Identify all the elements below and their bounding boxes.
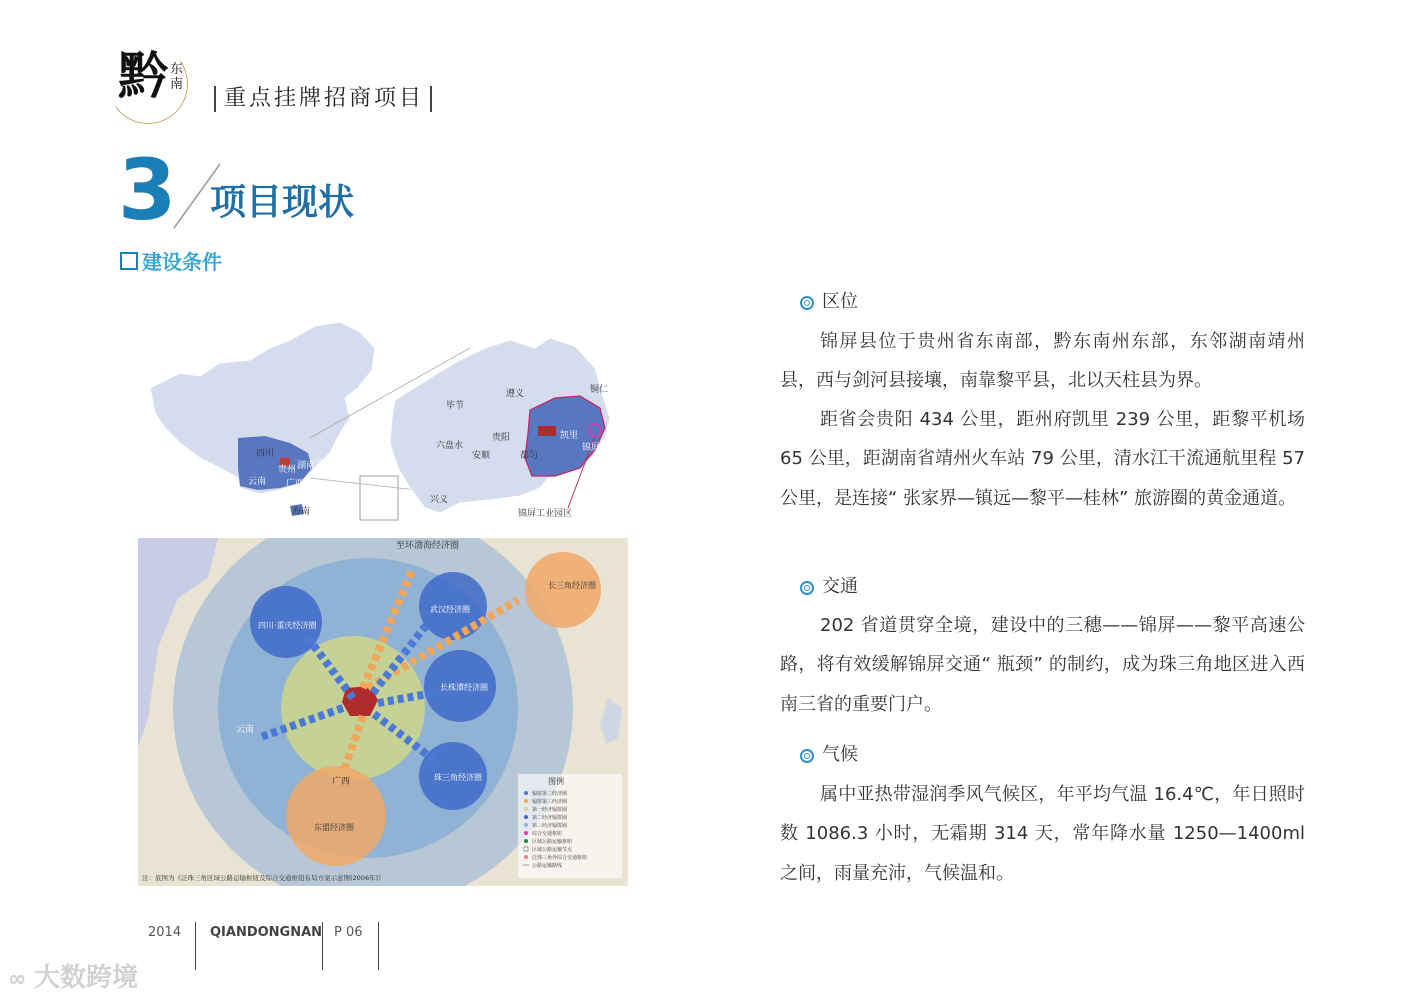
map-label-yunnan: 云南 <box>248 477 267 487</box>
label-yangtze-delta: 长三角经济圈 <box>548 581 596 590</box>
label-yunnan: 云南 <box>236 725 255 735</box>
brand-logo <box>108 44 188 124</box>
header-divider-left <box>214 86 216 112</box>
legend-item-3: 第一经济辐射圈 <box>532 807 568 813</box>
legend-item-2: 辐射第三经济圈 <box>532 799 568 805</box>
bullet-circle-icon <box>800 296 814 310</box>
legend-item-5: 第三经济辐射圈 <box>532 823 568 829</box>
legend-item-8: 区域公路运输节点 <box>532 847 573 853</box>
map-label-guiyang: 贵阳 <box>492 433 511 443</box>
legend-item-9: 泛珠三角外综合交通枢纽 <box>532 855 588 861</box>
map-label-tongren: 铜仁 <box>590 385 609 395</box>
traffic-paragraph: 202 省道贯穿全境，建设中的三穗——锦屏——黎平高速公路，将有效缓解锦屏交通“ 瓶颈” 的制约，成为珠三角地区进入西南三省的重要门户。 <box>780 615 1305 715</box>
footer-divider-3 <box>378 922 379 970</box>
label-guangxi: 广西 <box>332 777 351 787</box>
map-label-guangxi: 广西 <box>286 479 305 489</box>
south-sea-inset <box>360 476 398 520</box>
checkbox-square-icon <box>120 252 138 270</box>
map-label-bijie: 毕节 <box>446 401 465 411</box>
subsection-label: 建设条件 <box>142 250 222 274</box>
watermark-logo-icon: ∞ <box>8 967 34 992</box>
logo-sub-glyph: 东南 <box>170 62 184 92</box>
kaili-highlight <box>538 426 556 436</box>
section-title: 项目现状 <box>210 182 355 223</box>
location-paragraph-1: 锦屏县位于贵州省东南部，黔东南州东部，东邻湖南靖州县，西与剑河县接壤，南靠黎平县，北以天柱县为界。 <box>780 331 1305 392</box>
watermark-text: 大数跨境 <box>34 963 139 993</box>
header-divider-right <box>430 86 432 112</box>
map-label-jiangxi: 江西 <box>316 459 335 469</box>
map-label-xingyi: 兴义 <box>430 495 449 505</box>
section-number: 3 <box>118 141 177 239</box>
bullet-circle-icon <box>800 581 814 595</box>
map-source-note: 注：底图为《泛珠三角区域公路运输枢纽及综合交通枢纽布局方案示意图(2006年)》 <box>142 874 385 882</box>
map-legend <box>518 774 622 878</box>
label-asean: 东盟经济圈 <box>314 823 354 832</box>
map-label-sichuan: 四川 <box>256 449 275 459</box>
map-label-zunyi: 遵义 <box>506 389 525 399</box>
legend-title: 图例 <box>548 777 564 786</box>
map-label-liupanshui: 六盘水 <box>436 441 464 451</box>
location-heading: 区位 <box>822 291 858 312</box>
logo-main-glyph: 黔 <box>118 46 168 105</box>
map-label-guangdong: 广东 <box>304 477 323 487</box>
map-label-fujian: 福建 <box>328 467 347 477</box>
map-label-kaili: 凯里 <box>560 431 579 441</box>
traffic-heading: 交通 <box>822 576 858 597</box>
label-changzhutan: 长株潭经济圈 <box>440 683 488 692</box>
map-label-hunan: 湖南 <box>297 461 316 471</box>
map-label-jinping: 锦屏 <box>582 443 601 453</box>
label-wuhan: 武汉经济圈 <box>430 605 470 614</box>
footer-page-number: P 06 <box>334 925 363 940</box>
legend-item-1: 辐射第二经济圈 <box>532 791 568 797</box>
subsection-title <box>120 248 222 276</box>
map-label-guizhou: 贵州 <box>278 465 297 475</box>
arrow-label-bohai: 至环渤海经济圈 <box>396 541 460 551</box>
footer-brand: QIANDONGNAN <box>210 925 323 940</box>
footer-year: 2014 <box>148 925 182 940</box>
location-paragraph-2: 距省会贵阳 434 公里，距州府凯里 239 公里，距黎平机场 65 公里，距湖南省靖州火车站 79 公里，清水江干流通航里程 57 公里，是连接“ 张家界—镇远—黎平—桂林” 旅游圈的黄金通道。 <box>780 409 1305 509</box>
map-label-hainan: 海南 <box>292 507 311 517</box>
map-label-macau: 澳门 <box>312 489 331 499</box>
legend-item-7: 区域公路运输枢纽 <box>532 839 573 845</box>
legend-item-6: 综合交通枢纽 <box>532 831 563 837</box>
label-prd: 珠三角经济圈 <box>434 773 482 782</box>
label-sichuan-chongqing: 四川·重庆经济圈 <box>258 621 317 630</box>
climate-paragraph: 属中亚热带湿润季风气候区，年平均气温 16.4℃，年日照时数 1086.3 小时，无霜期 314 天，常年降水量 1250—1400ml 之间，雨量充沛，气候温和。 <box>780 784 1305 884</box>
economic-circle-map <box>138 538 628 886</box>
legend-item-4: 第二经济辐射圈 <box>532 815 568 821</box>
climate-heading: 气候 <box>822 744 858 765</box>
legend-item-10: 公路运输路线 <box>532 863 563 869</box>
bullet-circle-icon <box>800 749 814 763</box>
footer-divider-1 <box>195 922 196 970</box>
footer-divider-2 <box>322 922 323 970</box>
watermark <box>8 958 138 1000</box>
header-title: 重点挂牌招商项目 <box>224 86 425 111</box>
map-label-anshun: 安顺 <box>472 451 491 461</box>
circle-yangtze-delta <box>525 552 601 628</box>
map-label-duyun: 都匀 <box>520 451 539 461</box>
location-map <box>140 318 620 526</box>
callout-label: 锦屏工业园区 <box>518 509 573 519</box>
